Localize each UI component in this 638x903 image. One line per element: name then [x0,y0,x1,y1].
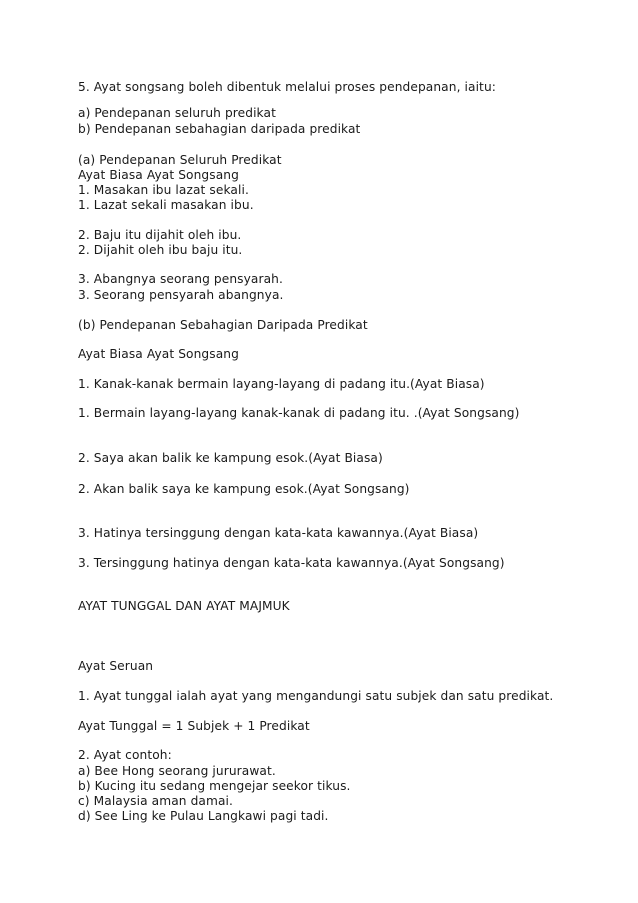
section-heading: AYAT TUNGGAL DAN AYAT MAJMUK [78,599,290,613]
text-line: 2. Baju itu dijahit oleh ibu. [78,228,242,242]
list-item: a) Bee Hong seorang jururawat. [78,764,276,778]
text-line: 2. Akan balik saya ke kampung esok.(Ayat Songsang) [78,482,410,496]
text-line: 3. Tersinggung hatinya dengan kata-kata kawannya.(Ayat Songsang) [78,556,505,570]
section-heading: (a) Pendepanan Seluruh Predikat [78,153,282,167]
text-line: 3. Hatinya tersinggung dengan kata-kata kawannya.(Ayat Biasa) [78,526,479,540]
text-line: 5. Ayat songsang boleh dibentuk melalui proses pendepanan, iaitu: [78,80,496,94]
text-line: 1. Lazat sekali masakan ibu. [78,198,254,212]
text-line: 2. Ayat contoh: [78,748,172,762]
text-line: 2. Dijahit oleh ibu baju itu. [78,243,243,257]
formula-line: Ayat Tunggal = 1 Subjek + 1 Predikat [78,719,310,733]
text-line: 2. Saya akan balik ke kampung esok.(Ayat Biasa) [78,451,383,465]
column-heading: Ayat Biasa Ayat Songsang [78,347,239,361]
text-line: 3. Seorang pensyarah abangnya. [78,288,284,302]
text-line: 1. Masakan ibu lazat sekali. [78,183,249,197]
text-line: 3. Abangnya seorang pensyarah. [78,272,283,286]
section-heading: Ayat Seruan [78,659,154,673]
text-line: 1. Bermain layang-layang kanak-kanak di padang itu. .(Ayat Songsang) [78,406,520,420]
list-item: b) Kucing itu sedang mengejar seekor tikus. [78,779,351,793]
text-line: 1. Ayat tunggal ialah ayat yang mengandungi satu subjek dan satu predikat. [78,689,554,703]
text-line: b) Pendepanan sebahagian daripada predikat [78,122,361,136]
section-heading: (b) Pendepanan Sebahagian Daripada Predikat [78,318,368,332]
list-item: c) Malaysia aman damai. [78,794,233,808]
text-line: a) Pendepanan seluruh predikat [78,106,276,120]
text-line: 1. Kanak-kanak bermain layang-layang di padang itu.(Ayat Biasa) [78,377,485,391]
column-heading: Ayat Biasa Ayat Songsang [78,168,239,182]
list-item: d) See Ling ke Pulau Langkawi pagi tadi. [78,809,329,823]
